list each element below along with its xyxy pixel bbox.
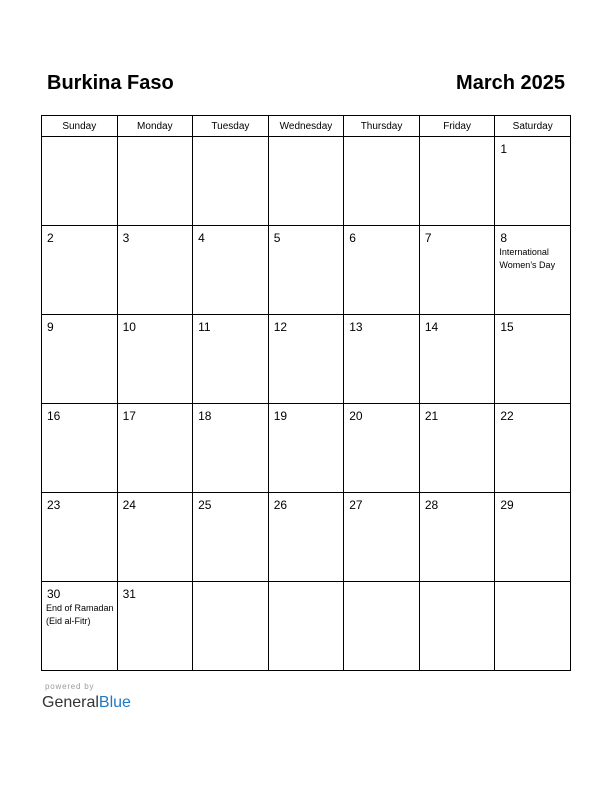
day-number: 27	[349, 498, 363, 512]
day-cell	[495, 315, 571, 404]
day-number: 22	[500, 409, 514, 423]
generalblue-logo[interactable]	[42, 694, 131, 712]
day-cell	[419, 137, 495, 226]
day-number: 9	[47, 320, 54, 334]
day-cell	[193, 493, 269, 582]
weekday-header-row	[42, 116, 571, 137]
day-cell	[495, 226, 571, 315]
day-number: 10	[122, 320, 136, 334]
day-cell	[42, 137, 118, 226]
brand-general: General	[42, 694, 99, 711]
day-number: 15	[500, 320, 514, 334]
week-row	[42, 493, 571, 582]
day-number: 28	[424, 498, 439, 512]
day-cell	[193, 582, 269, 671]
day-cell	[419, 582, 495, 671]
day-number: 12	[273, 320, 288, 334]
day-cell	[117, 404, 193, 493]
day-number: 23	[47, 498, 61, 512]
weekday-wednesday: Wednesday	[268, 116, 344, 137]
day-cell	[344, 404, 420, 493]
weekday-monday: Monday	[117, 116, 193, 137]
day-cell	[344, 137, 420, 226]
weekday-friday: Friday	[419, 116, 495, 137]
weekday-tuesday: Tuesday	[193, 116, 269, 137]
weekday-thursday: Thursday	[344, 116, 420, 137]
day-number: 25	[198, 498, 212, 512]
day-cell	[42, 493, 118, 582]
day-cell	[193, 226, 269, 315]
day-cell	[344, 226, 420, 315]
day-cell	[268, 493, 344, 582]
day-number: 31	[122, 587, 136, 601]
holiday-line: International	[499, 247, 549, 257]
day-cell	[193, 137, 269, 226]
week-row	[42, 404, 571, 493]
day-number: 2	[47, 231, 54, 245]
week-row	[42, 137, 571, 226]
day-number: 4	[198, 231, 205, 245]
day-number: 5	[273, 231, 281, 245]
month-title: March 2025	[456, 72, 565, 94]
calendar-body	[42, 137, 571, 671]
day-number: 16	[47, 409, 61, 423]
day-number: 7	[424, 231, 432, 245]
day-cell	[42, 582, 118, 671]
day-cell	[268, 226, 344, 315]
day-number: 20	[349, 409, 363, 423]
day-number: 6	[349, 231, 356, 245]
day-cell	[117, 493, 193, 582]
brand-blue: Blue	[98, 694, 131, 711]
day-cell	[419, 315, 495, 404]
day-number: 29	[500, 498, 514, 512]
weekday-saturday: Saturday	[495, 116, 571, 137]
day-cell	[495, 137, 571, 226]
day-number: 17	[122, 409, 136, 423]
week-row	[42, 226, 571, 315]
country-title: Burkina Faso	[47, 72, 174, 94]
day-number: 30	[47, 587, 61, 601]
day-cell	[117, 582, 193, 671]
day-cell	[419, 226, 495, 315]
day-cell	[42, 315, 118, 404]
day-number: 19	[273, 409, 288, 423]
day-cell	[495, 493, 571, 582]
day-number: 14	[424, 320, 439, 334]
day-number: 1	[500, 142, 508, 156]
day-cell	[117, 315, 193, 404]
day-cell	[268, 137, 344, 226]
holiday-label	[499, 246, 555, 272]
calendar-grid	[41, 115, 571, 671]
day-number: 3	[122, 231, 130, 245]
day-cell	[268, 404, 344, 493]
day-cell	[344, 582, 420, 671]
weekday-sunday: Sunday	[42, 116, 118, 137]
day-cell	[117, 226, 193, 315]
day-cell	[268, 582, 344, 671]
day-cell	[495, 582, 571, 671]
day-number: 18	[198, 409, 212, 423]
holiday-label	[46, 602, 114, 628]
day-cell	[419, 404, 495, 493]
day-number: 26	[273, 498, 288, 512]
day-cell	[117, 137, 193, 226]
day-cell	[495, 404, 571, 493]
day-cell	[42, 226, 118, 315]
day-number: 11	[198, 320, 211, 334]
day-cell	[344, 315, 420, 404]
powered-by-label: powered by	[45, 682, 95, 691]
holiday-line: End of Ramadan	[46, 603, 114, 613]
holiday-line: (Eid al-Fitr)	[46, 616, 91, 626]
week-row	[42, 315, 571, 404]
holiday-line: Women’s Day	[499, 260, 556, 270]
day-cell	[42, 404, 118, 493]
day-number: 8	[500, 231, 508, 245]
day-cell	[344, 493, 420, 582]
day-number: 13	[349, 320, 363, 334]
day-cell	[268, 315, 344, 404]
day-cell	[193, 404, 269, 493]
day-cell	[193, 315, 269, 404]
week-row	[42, 582, 571, 671]
day-cell	[419, 493, 495, 582]
day-number: 24	[122, 498, 136, 512]
day-number: 21	[424, 409, 439, 423]
